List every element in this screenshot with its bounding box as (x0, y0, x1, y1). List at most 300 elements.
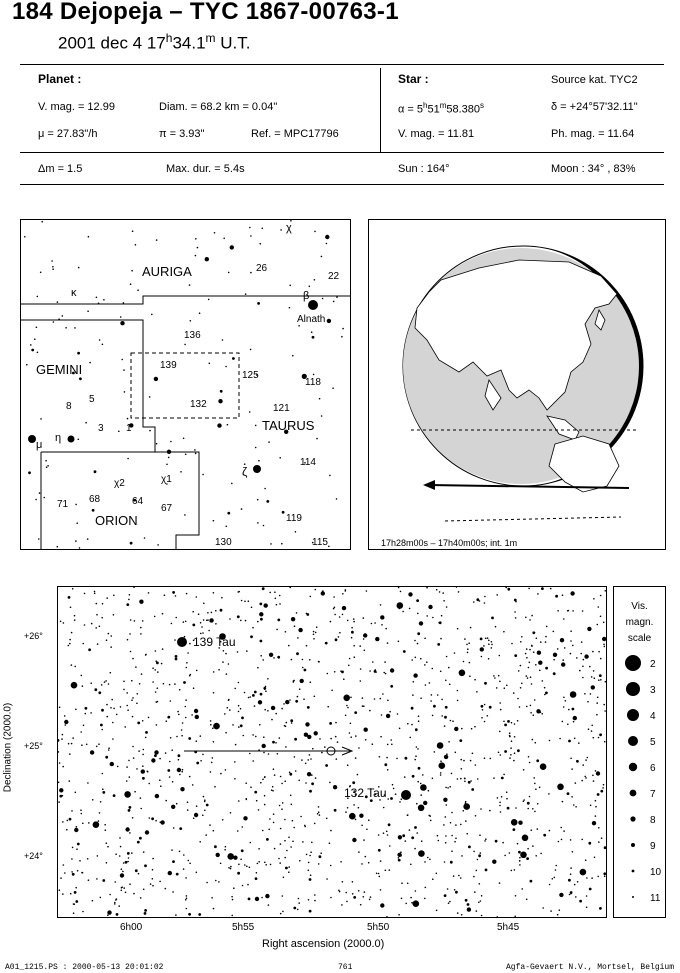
background-star (388, 823, 391, 826)
background-star (353, 804, 355, 806)
background-star (123, 369, 125, 371)
background-star (196, 596, 198, 598)
background-star (570, 653, 572, 655)
detail-stars (58, 587, 606, 917)
background-star (188, 860, 190, 862)
background-star (535, 788, 537, 790)
background-star (161, 663, 163, 665)
label-5: 5 (89, 394, 95, 405)
background-star (390, 797, 393, 800)
background-star (97, 643, 99, 645)
background-star (181, 771, 183, 773)
background-star (75, 900, 78, 903)
background-star (74, 903, 76, 905)
scale-mag-label: 6 (650, 763, 656, 774)
background-star (279, 457, 281, 459)
background-star (588, 842, 591, 845)
background-star (454, 841, 456, 843)
background-star (72, 873, 75, 876)
background-star (454, 889, 456, 891)
background-star (179, 851, 181, 853)
background-star (352, 838, 356, 842)
background-star (148, 592, 150, 594)
background-star (385, 673, 387, 675)
background-star (101, 617, 103, 619)
background-star (187, 652, 189, 654)
background-star (295, 770, 297, 772)
background-star (366, 590, 368, 592)
background-star (129, 883, 131, 885)
background-star (225, 769, 227, 771)
background-star (415, 890, 417, 892)
background-star (43, 497, 45, 499)
background-star (254, 791, 257, 794)
background-star (318, 863, 320, 865)
background-star (88, 236, 90, 238)
background-star (186, 593, 188, 595)
background-star (316, 438, 318, 440)
background-star (383, 832, 385, 834)
background-star (592, 775, 594, 777)
background-star (238, 682, 240, 684)
background-star (94, 591, 96, 593)
background-star (580, 869, 587, 876)
background-star (138, 750, 140, 752)
mu-gem-star (28, 435, 36, 443)
background-star (470, 760, 472, 762)
background-star (318, 811, 320, 813)
background-star (247, 884, 249, 886)
background-star (546, 626, 548, 628)
background-star (237, 591, 239, 593)
background-star (562, 659, 564, 661)
background-star (378, 849, 381, 852)
planet-vmag: V. mag. = 12.99 (38, 101, 115, 113)
background-star (379, 876, 381, 878)
background-star (218, 669, 220, 671)
background-star (568, 610, 570, 612)
background-star (398, 641, 400, 643)
background-star (559, 893, 563, 897)
background-star (270, 543, 272, 545)
background-star (314, 696, 316, 698)
background-star (264, 709, 266, 711)
background-star (77, 352, 80, 355)
background-star (106, 842, 108, 844)
background-star (76, 826, 78, 828)
background-star (415, 657, 417, 659)
background-star (360, 680, 362, 682)
background-star (598, 606, 600, 608)
background-star (81, 872, 83, 874)
background-star (491, 617, 494, 620)
background-star (439, 621, 442, 624)
background-star (102, 791, 105, 794)
background-star (350, 697, 352, 699)
background-star (510, 754, 512, 756)
background-star (123, 681, 125, 683)
background-star (414, 826, 417, 829)
background-star (78, 267, 80, 269)
background-star (141, 769, 145, 773)
background-star (62, 734, 64, 736)
background-star (138, 873, 140, 875)
background-star (530, 880, 533, 883)
background-star (164, 594, 166, 596)
background-star (284, 725, 286, 727)
background-star (418, 720, 420, 722)
background-star (137, 841, 140, 844)
background-star (94, 593, 96, 595)
background-star (444, 755, 448, 759)
background-star (88, 648, 91, 651)
background-star (418, 715, 420, 717)
background-star (190, 674, 192, 676)
background-star (194, 813, 198, 817)
background-star (120, 873, 124, 877)
scale-dot (632, 870, 635, 873)
background-star (530, 676, 532, 678)
background-star (426, 587, 428, 589)
background-star (570, 893, 572, 895)
background-star (559, 909, 561, 911)
background-star (111, 635, 113, 637)
background-star (407, 883, 409, 885)
background-star (564, 647, 566, 649)
background-star (420, 697, 422, 699)
background-star (227, 707, 229, 709)
background-star (257, 302, 260, 305)
background-star (587, 627, 591, 631)
background-star (181, 735, 183, 737)
label-zeta-tau: ζ (242, 465, 248, 479)
background-star (342, 593, 344, 595)
background-star (249, 411, 251, 413)
background-star (207, 612, 209, 614)
background-star (557, 648, 559, 650)
background-star (181, 729, 183, 731)
background-star (37, 352, 39, 354)
background-star (331, 690, 333, 692)
background-star (125, 861, 128, 864)
background-star (332, 387, 334, 389)
background-star (104, 824, 106, 826)
background-star (334, 614, 336, 616)
background-star (342, 606, 346, 610)
background-star (311, 782, 314, 785)
background-star (424, 861, 426, 863)
background-star (414, 759, 416, 761)
background-star (295, 531, 297, 533)
background-star (313, 374, 315, 376)
background-star (397, 713, 399, 715)
background-star (288, 837, 290, 839)
background-star (59, 762, 61, 764)
background-star (468, 642, 470, 644)
background-star (196, 670, 198, 672)
background-star (274, 591, 276, 593)
background-star (185, 621, 187, 623)
background-star (526, 648, 528, 650)
background-star (411, 724, 413, 726)
background-star (68, 645, 70, 647)
background-star (80, 809, 82, 811)
background-star (418, 805, 425, 812)
background-star (541, 713, 543, 715)
scale-title-vis: Vis. (631, 601, 648, 612)
background-star (225, 366, 227, 368)
background-star (448, 902, 450, 904)
background-star (230, 245, 234, 249)
scale-mag-label: 5 (650, 737, 656, 748)
background-star (414, 848, 416, 850)
background-star (321, 752, 323, 754)
background-star (118, 431, 120, 433)
background-star (325, 764, 328, 767)
background-star (343, 678, 345, 680)
background-star (346, 901, 348, 903)
background-star (372, 661, 374, 663)
background-star (95, 627, 97, 629)
background-star (59, 707, 61, 709)
background-star (96, 746, 98, 748)
background-star (295, 700, 298, 703)
background-star (237, 651, 239, 653)
background-star (411, 707, 414, 710)
background-star (445, 842, 447, 844)
background-star (543, 834, 546, 837)
background-star (321, 256, 323, 258)
background-star (144, 864, 147, 867)
background-star (260, 640, 263, 643)
background-star (126, 603, 129, 606)
background-star (124, 391, 126, 393)
background-star (169, 761, 171, 763)
background-star (302, 659, 304, 661)
background-star (410, 864, 412, 866)
background-star (269, 818, 271, 820)
background-star (329, 842, 331, 844)
background-star (65, 724, 67, 726)
background-star (520, 687, 522, 689)
background-star (238, 726, 240, 728)
background-star (366, 829, 368, 831)
background-star (484, 757, 486, 759)
background-star (130, 542, 133, 545)
background-star (518, 670, 520, 672)
background-star (263, 736, 265, 738)
background-star (258, 848, 260, 850)
background-star (306, 613, 309, 616)
background-star (575, 806, 577, 808)
background-star (103, 299, 105, 301)
background-star (526, 899, 528, 901)
background-star (195, 715, 199, 719)
background-star (237, 872, 240, 875)
background-star (575, 782, 577, 784)
background-star (274, 848, 276, 850)
background-star (183, 438, 185, 440)
background-star (401, 898, 403, 900)
background-star (481, 915, 483, 917)
background-star (223, 238, 225, 240)
background-star (425, 887, 427, 889)
background-star (283, 703, 285, 705)
background-star (305, 782, 307, 784)
background-star (467, 907, 471, 911)
background-star (69, 639, 71, 641)
background-star (139, 837, 142, 840)
background-star (595, 770, 597, 772)
background-star (554, 877, 556, 879)
background-star (310, 596, 312, 598)
background-star (528, 667, 530, 669)
background-star (574, 738, 576, 740)
background-star (381, 624, 383, 626)
background-star (573, 804, 575, 806)
background-star (237, 615, 240, 618)
table-divider (380, 68, 381, 152)
background-star (276, 604, 278, 606)
background-star (205, 834, 207, 836)
background-star (317, 813, 319, 815)
background-star (549, 830, 551, 832)
background-star (69, 780, 71, 782)
background-star (582, 677, 584, 679)
background-star (437, 643, 440, 646)
background-star (177, 711, 179, 713)
background-star (368, 862, 370, 864)
background-star (187, 809, 189, 811)
background-star (353, 645, 355, 647)
background-star (600, 595, 602, 597)
background-star (213, 520, 215, 522)
background-star (144, 912, 147, 915)
background-star (499, 805, 501, 807)
background-star (509, 757, 511, 759)
background-star (245, 782, 247, 784)
background-star (294, 625, 296, 627)
background-star (163, 683, 165, 685)
background-star (445, 706, 448, 709)
background-star (525, 653, 527, 655)
background-star (159, 758, 161, 760)
background-star (215, 880, 217, 882)
background-star (342, 881, 344, 883)
background-star (502, 842, 504, 844)
background-star (96, 614, 98, 616)
background-star (561, 662, 565, 666)
background-star (537, 651, 541, 655)
background-star (417, 632, 420, 635)
background-star (360, 904, 362, 906)
background-star (250, 272, 252, 274)
background-star (487, 715, 489, 717)
background-star (84, 624, 86, 626)
background-star (440, 671, 442, 673)
background-star (169, 684, 171, 686)
background-star (122, 871, 124, 873)
background-star (129, 594, 131, 596)
background-star (363, 839, 365, 841)
background-star (390, 739, 392, 741)
background-star (132, 697, 134, 699)
magnitude-drop: Δm = 1.5 (38, 163, 83, 175)
background-star (83, 725, 85, 727)
background-star (98, 820, 100, 822)
planet-motion: μ = 27.83"/h (38, 128, 98, 140)
label-kappa-aur: κ (71, 287, 77, 299)
background-star (284, 780, 286, 782)
background-star (199, 841, 201, 843)
background-star (549, 884, 551, 886)
background-star (326, 243, 328, 245)
background-star (514, 869, 516, 871)
background-star (124, 791, 131, 798)
background-star (434, 751, 436, 753)
background-star (540, 853, 542, 855)
background-star (598, 679, 600, 681)
background-star (180, 471, 182, 473)
background-star (583, 659, 585, 661)
background-star (136, 768, 138, 770)
background-star (534, 783, 536, 785)
background-star (481, 656, 483, 658)
background-star (279, 737, 281, 739)
background-star (39, 492, 41, 494)
background-star (519, 860, 521, 862)
background-star (327, 706, 329, 708)
background-star (454, 652, 456, 654)
background-star (307, 772, 311, 776)
background-star (225, 653, 227, 655)
background-star (450, 861, 453, 864)
background-star (109, 894, 111, 896)
background-star (604, 646, 606, 648)
background-star (242, 826, 244, 828)
background-star (581, 780, 583, 782)
label-132: 132 (190, 399, 207, 410)
background-star (314, 894, 316, 896)
background-star (160, 820, 164, 824)
background-star (342, 614, 344, 616)
background-star (515, 617, 517, 619)
background-star (461, 728, 463, 730)
background-star (75, 887, 77, 889)
background-star (265, 864, 267, 866)
background-star (244, 692, 246, 694)
background-star (537, 593, 539, 595)
background-star (154, 669, 156, 671)
background-star (250, 235, 252, 237)
background-star (256, 800, 258, 802)
background-star (175, 914, 177, 916)
background-star (398, 914, 400, 916)
finder-chart-svg (21, 220, 350, 549)
background-star (417, 748, 419, 750)
background-star (578, 742, 580, 744)
background-star (463, 810, 465, 812)
background-star (131, 699, 133, 701)
background-star (544, 694, 546, 696)
star-heading: Star : (398, 72, 429, 86)
background-star (599, 733, 602, 736)
background-star (349, 813, 356, 820)
background-star (593, 737, 595, 739)
background-star (428, 790, 430, 792)
background-star (275, 713, 277, 715)
background-star (336, 296, 338, 298)
